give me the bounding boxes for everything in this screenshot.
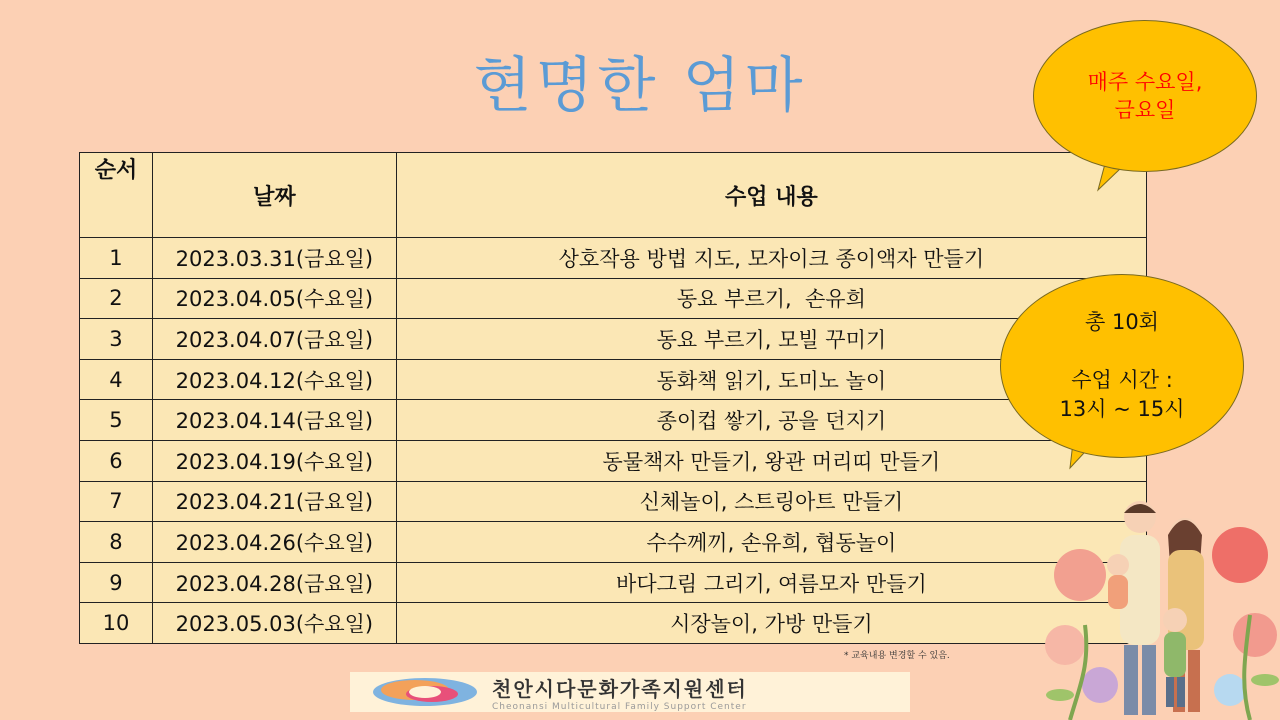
cell-content: 동물책자 만들기, 왕관 머리띠 만들기: [396, 440, 1146, 481]
cell-date: 2023.04.05(수요일): [152, 278, 396, 319]
bubble-days-line: 매주 수요일,: [1087, 70, 1203, 94]
cell-date: 2023.04.21(금요일): [152, 481, 396, 522]
cell-order: 9: [80, 562, 153, 603]
cell-date: 2023.03.31(금요일): [152, 238, 396, 279]
cell-content: 동화책 읽기, 도미노 놀이: [396, 359, 1146, 400]
cell-date: 2023.04.12(수요일): [152, 359, 396, 400]
cell-order: 10: [80, 603, 153, 644]
bubble-info-spacer: [1060, 337, 1185, 366]
table-row: [80, 238, 1147, 279]
bubble-info-line: 총 10회: [1085, 310, 1159, 334]
cell-order: 4: [80, 359, 153, 400]
logo-mark-icon: [370, 675, 480, 709]
cell-order: 1: [80, 238, 153, 279]
cell-order: 2: [80, 278, 153, 319]
table-row: [80, 400, 1147, 441]
logo-korean-text: 천안시다문화가족지원센터: [492, 676, 748, 701]
cell-content: 바다그림 그리기, 여름모자 만들기: [396, 562, 1146, 603]
schedule-table: [79, 152, 1147, 644]
cell-content: 동요 부르기, 손유희: [396, 278, 1146, 319]
cell-date: 2023.04.28(금요일): [152, 562, 396, 603]
cell-order: 6: [80, 440, 153, 481]
cell-date: 2023.04.14(금요일): [152, 400, 396, 441]
bubble-info-line: 수업 시간 :: [1071, 368, 1173, 392]
cell-date: 2023.05.03(수요일): [152, 603, 396, 644]
table-row: [80, 481, 1147, 522]
table-row: [80, 440, 1147, 481]
table-row: [80, 562, 1147, 603]
cell-date: 2023.04.26(수요일): [152, 522, 396, 563]
change-note: * 교육내용 변경할 수 있음.: [844, 651, 950, 661]
header-order: 순서: [80, 153, 153, 238]
cell-order: 5: [80, 400, 153, 441]
cell-content: 수수께끼, 손유희, 협동놀이: [396, 522, 1146, 563]
bubble-info-line: 13시 ~ 15시: [1059, 397, 1185, 421]
cell-content: 동요 부르기, 모빌 꾸미기: [396, 319, 1146, 360]
header-content: 수업 내용: [396, 153, 1146, 238]
header-date: 날짜: [152, 153, 396, 238]
bubble-days-line: 금요일: [1114, 98, 1176, 122]
bubble-info: [1000, 274, 1244, 458]
cell-date: 2023.04.19(수요일): [152, 440, 396, 481]
cell-content: 신체놀이, 스트링아트 만들기: [396, 481, 1146, 522]
cell-order: 7: [80, 481, 153, 522]
slide-title: 현명한 엄마: [473, 51, 807, 121]
bubble-days: [1033, 20, 1257, 172]
center-logo: [350, 672, 910, 712]
cell-content: 종이컵 쌓기, 공을 던지기: [396, 400, 1146, 441]
cell-order: 3: [80, 319, 153, 360]
cell-order: 8: [80, 522, 153, 563]
table-row: [80, 603, 1147, 644]
table-header-row: [80, 153, 1147, 238]
cell-content: 시장놀이, 가방 만들기: [396, 603, 1146, 644]
cell-content: 상호작용 방법 지도, 모자이크 종이액자 만들기: [396, 238, 1146, 279]
cell-date: 2023.04.07(금요일): [152, 319, 396, 360]
table-row: [80, 522, 1147, 563]
logo-english-text: Cheonansi Multicultural Family Support Center: [492, 701, 747, 712]
table-row: [80, 359, 1147, 400]
table-row: [80, 319, 1147, 360]
table-row: [80, 278, 1147, 319]
family-illustration-icon: [1040, 495, 1280, 720]
